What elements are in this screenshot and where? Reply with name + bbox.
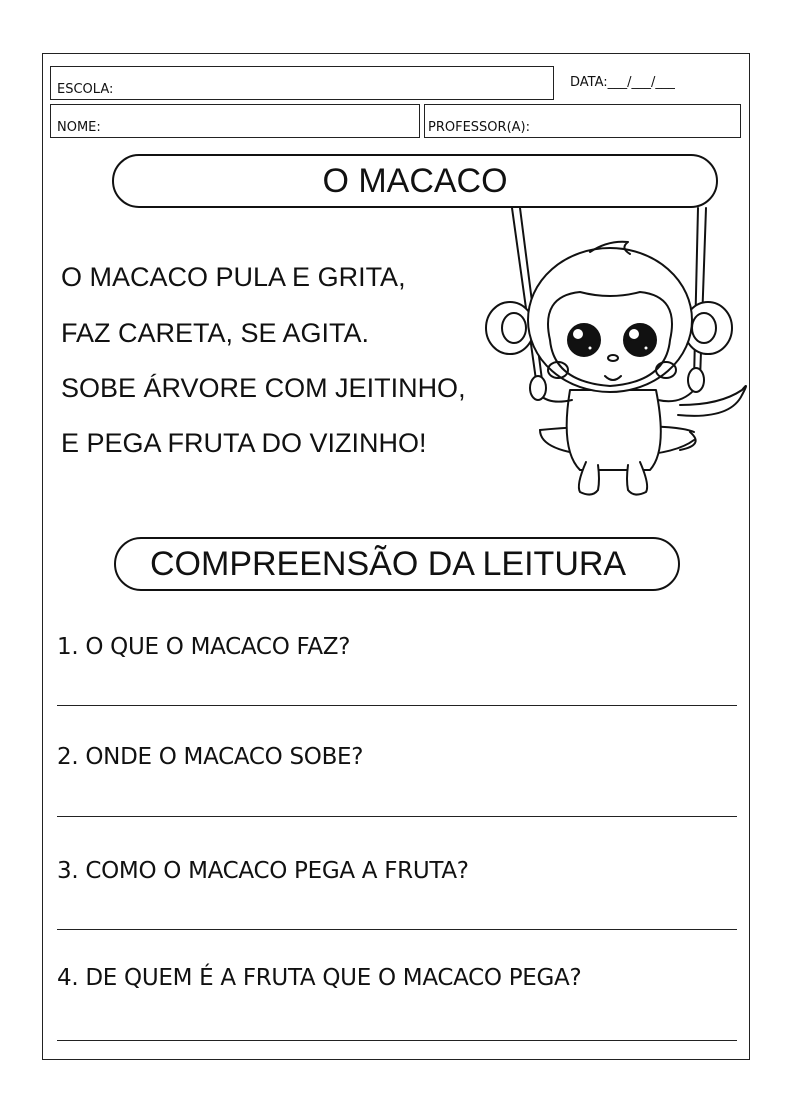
school-field[interactable] [50, 66, 554, 100]
name-label: NOME: [57, 120, 101, 135]
poem-line-1: O MACACO PULA E GRITA, [61, 262, 406, 292]
answer-line-3[interactable] [57, 929, 737, 930]
question-3: 3. COMO O MACACO PEGA A FRUTA? [57, 858, 469, 884]
section-title [114, 537, 680, 591]
school-label: ESCOLA: [57, 82, 114, 97]
page-title-text: O MACACO [322, 161, 508, 200]
monkey-on-swing-icon [480, 200, 750, 500]
teacher-field[interactable] [424, 104, 741, 138]
answer-line-2[interactable] [57, 816, 737, 817]
answer-line-1[interactable] [57, 705, 737, 706]
question-1: 1. O QUE O MACACO FAZ? [57, 634, 351, 660]
poem-line-4: E PEGA FRUTA DO VIZINHO! [61, 428, 427, 458]
page-title [112, 154, 718, 208]
question-4: 4. DE QUEM É A FRUTA QUE O MACACO PEGA? [57, 965, 582, 991]
teacher-label: PROFESSOR(A): [428, 120, 530, 135]
date-field[interactable]: DATA:___/___/___ [570, 75, 675, 90]
poem-line-3: SOBE ÁRVORE COM JEITINHO, [61, 373, 466, 403]
question-2: 2. ONDE O MACACO SOBE? [57, 744, 364, 770]
section-title-text: COMPREENSÃO DA LEITURA [150, 544, 627, 583]
poem-line-2: FAZ CARETA, SE AGITA. [61, 318, 370, 348]
answer-line-4[interactable] [57, 1040, 737, 1041]
name-field[interactable] [50, 104, 420, 138]
